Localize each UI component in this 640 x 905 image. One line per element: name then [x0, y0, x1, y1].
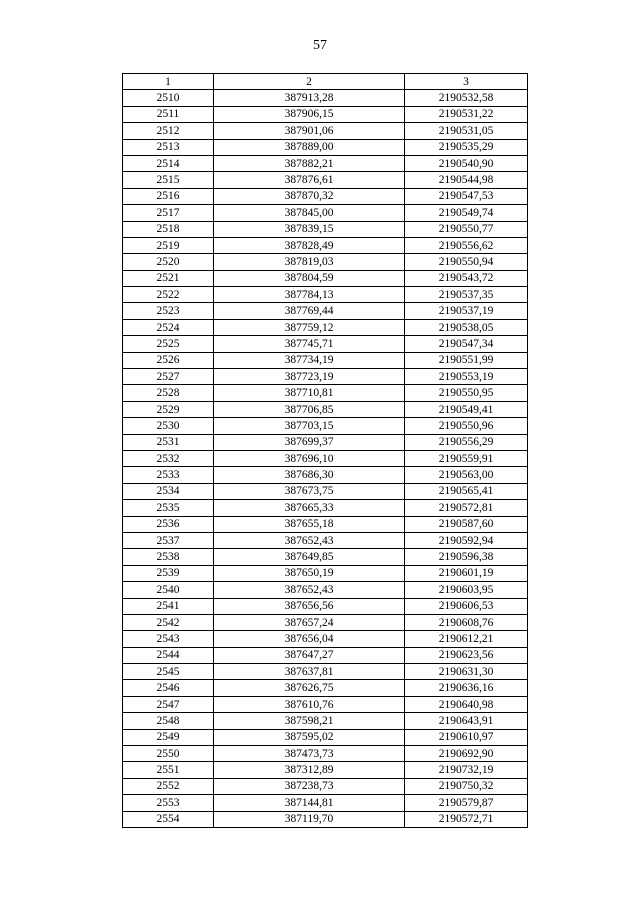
- x-coordinate-cell: 387710,81: [214, 385, 405, 401]
- table-row: [123, 450, 528, 466]
- table-row: [123, 680, 528, 696]
- x-coordinate-cell: 387870,32: [214, 188, 405, 204]
- x-coordinate-cell: 387745,71: [214, 336, 405, 352]
- table-body: [123, 90, 528, 828]
- table-row: [123, 565, 528, 581]
- y-coordinate-cell: 2190553,19: [405, 369, 528, 385]
- x-coordinate-cell: 387144,81: [214, 795, 405, 811]
- table-row: [123, 418, 528, 434]
- y-coordinate-cell: 2190543,72: [405, 270, 528, 286]
- table-row: [123, 254, 528, 270]
- table-row: [123, 369, 528, 385]
- y-coordinate-cell: 2190550,96: [405, 418, 528, 434]
- point-number-cell: 2520: [123, 254, 214, 270]
- table-row: [123, 582, 528, 598]
- table-row: [123, 795, 528, 811]
- table-row: [123, 713, 528, 729]
- y-coordinate-cell: 2190531,22: [405, 106, 528, 122]
- x-coordinate-cell: 387610,76: [214, 696, 405, 712]
- y-coordinate-cell: 2190538,05: [405, 319, 528, 335]
- point-number-cell: 2532: [123, 450, 214, 466]
- table-row: [123, 696, 528, 712]
- x-coordinate-cell: 387696,10: [214, 450, 405, 466]
- table-row: [123, 90, 528, 106]
- point-number-cell: 2541: [123, 598, 214, 614]
- table-row: [123, 549, 528, 565]
- coordinates-table: [122, 73, 528, 828]
- x-coordinate-cell: 387657,24: [214, 614, 405, 630]
- y-coordinate-cell: 2190547,53: [405, 188, 528, 204]
- point-number-cell: 2554: [123, 811, 214, 827]
- x-coordinate-cell: 387119,70: [214, 811, 405, 827]
- point-number-cell: 2542: [123, 614, 214, 630]
- point-number-cell: 2543: [123, 631, 214, 647]
- x-coordinate-cell: 387703,15: [214, 418, 405, 434]
- table-row: [123, 500, 528, 516]
- x-coordinate-cell: 387626,75: [214, 680, 405, 696]
- y-coordinate-cell: 2190565,41: [405, 483, 528, 499]
- table-row: [123, 762, 528, 778]
- point-number-cell: 2511: [123, 106, 214, 122]
- x-coordinate-cell: 387889,00: [214, 139, 405, 155]
- x-coordinate-cell: 387769,44: [214, 303, 405, 319]
- y-coordinate-cell: 2190601,19: [405, 565, 528, 581]
- x-coordinate-cell: 387655,18: [214, 516, 405, 532]
- y-coordinate-cell: 2190556,62: [405, 237, 528, 253]
- x-coordinate-cell: 387656,04: [214, 631, 405, 647]
- x-coordinate-cell: 387734,19: [214, 352, 405, 368]
- y-coordinate-cell: 2190572,81: [405, 500, 528, 516]
- table-row: [123, 729, 528, 745]
- point-number-cell: 2536: [123, 516, 214, 532]
- point-number-cell: 2523: [123, 303, 214, 319]
- x-coordinate-cell: 387649,85: [214, 549, 405, 565]
- point-number-cell: 2513: [123, 139, 214, 155]
- table-row: [123, 647, 528, 663]
- x-coordinate-cell: 387595,02: [214, 729, 405, 745]
- point-number-cell: 2521: [123, 270, 214, 286]
- table-row: [123, 778, 528, 794]
- table-row: [123, 237, 528, 253]
- x-coordinate-cell: 387839,15: [214, 221, 405, 237]
- y-coordinate-cell: 2190596,38: [405, 549, 528, 565]
- table-row: [123, 811, 528, 827]
- y-coordinate-cell: 2190559,91: [405, 450, 528, 466]
- x-coordinate-cell: 387637,81: [214, 664, 405, 680]
- y-coordinate-cell: 2190692,90: [405, 746, 528, 762]
- x-coordinate-cell: 387901,06: [214, 123, 405, 139]
- point-number-cell: 2540: [123, 582, 214, 598]
- y-coordinate-cell: 2190592,94: [405, 532, 528, 548]
- table-row: [123, 270, 528, 286]
- column-header-3: 3: [405, 74, 528, 90]
- table-row: [123, 172, 528, 188]
- table-row: [123, 319, 528, 335]
- y-coordinate-cell: 2190531,05: [405, 123, 528, 139]
- point-number-cell: 2527: [123, 369, 214, 385]
- point-number-cell: 2544: [123, 647, 214, 663]
- point-number-cell: 2530: [123, 418, 214, 434]
- y-coordinate-cell: 2190750,32: [405, 778, 528, 794]
- point-number-cell: 2531: [123, 434, 214, 450]
- x-coordinate-cell: 387650,19: [214, 565, 405, 581]
- point-number-cell: 2551: [123, 762, 214, 778]
- table-row: [123, 385, 528, 401]
- y-coordinate-cell: 2190603,95: [405, 582, 528, 598]
- table-row: [123, 631, 528, 647]
- y-coordinate-cell: 2190587,60: [405, 516, 528, 532]
- table-row: [123, 532, 528, 548]
- point-number-cell: 2533: [123, 467, 214, 483]
- x-coordinate-cell: 387913,28: [214, 90, 405, 106]
- point-number-cell: 2529: [123, 401, 214, 417]
- y-coordinate-cell: 2190535,29: [405, 139, 528, 155]
- y-coordinate-cell: 2190563,00: [405, 467, 528, 483]
- table-row: [123, 598, 528, 614]
- y-coordinate-cell: 2190547,34: [405, 336, 528, 352]
- point-number-cell: 2515: [123, 172, 214, 188]
- x-coordinate-cell: 387656,56: [214, 598, 405, 614]
- point-number-cell: 2518: [123, 221, 214, 237]
- x-coordinate-cell: 387882,21: [214, 155, 405, 171]
- table-row: [123, 205, 528, 221]
- point-number-cell: 2549: [123, 729, 214, 745]
- x-coordinate-cell: 387673,75: [214, 483, 405, 499]
- x-coordinate-cell: 387473,73: [214, 746, 405, 762]
- x-coordinate-cell: 387686,30: [214, 467, 405, 483]
- x-coordinate-cell: 387906,15: [214, 106, 405, 122]
- x-coordinate-cell: 387723,19: [214, 369, 405, 385]
- x-coordinate-cell: 387652,43: [214, 582, 405, 598]
- table-row: [123, 746, 528, 762]
- point-number-cell: 2528: [123, 385, 214, 401]
- y-coordinate-cell: 2190537,19: [405, 303, 528, 319]
- table-row: [123, 614, 528, 630]
- table-row: [123, 139, 528, 155]
- y-coordinate-cell: 2190640,98: [405, 696, 528, 712]
- x-coordinate-cell: 387647,27: [214, 647, 405, 663]
- y-coordinate-cell: 2190556,29: [405, 434, 528, 450]
- y-coordinate-cell: 2190550,95: [405, 385, 528, 401]
- y-coordinate-cell: 2190540,90: [405, 155, 528, 171]
- point-number-cell: 2512: [123, 123, 214, 139]
- page-number: 57: [313, 38, 327, 53]
- table-row: [123, 303, 528, 319]
- point-number-cell: 2552: [123, 778, 214, 794]
- point-number-cell: 2526: [123, 352, 214, 368]
- point-number-cell: 2522: [123, 287, 214, 303]
- point-number-cell: 2546: [123, 680, 214, 696]
- point-number-cell: 2550: [123, 746, 214, 762]
- y-coordinate-cell: 2190550,94: [405, 254, 528, 270]
- x-coordinate-cell: 387876,61: [214, 172, 405, 188]
- column-header-2: 2: [214, 74, 405, 90]
- point-number-cell: 2547: [123, 696, 214, 712]
- point-number-cell: 2553: [123, 795, 214, 811]
- x-coordinate-cell: 387665,33: [214, 500, 405, 516]
- column-header-1: 1: [123, 74, 214, 90]
- y-coordinate-cell: 2190579,87: [405, 795, 528, 811]
- x-coordinate-cell: 387819,03: [214, 254, 405, 270]
- table-header-row: [123, 74, 528, 90]
- table-row: [123, 352, 528, 368]
- point-number-cell: 2510: [123, 90, 214, 106]
- point-number-cell: 2517: [123, 205, 214, 221]
- x-coordinate-cell: 387784,13: [214, 287, 405, 303]
- y-coordinate-cell: 2190606,53: [405, 598, 528, 614]
- y-coordinate-cell: 2190537,35: [405, 287, 528, 303]
- point-number-cell: 2534: [123, 483, 214, 499]
- y-coordinate-cell: 2190549,74: [405, 205, 528, 221]
- table-row: [123, 155, 528, 171]
- point-number-cell: 2545: [123, 664, 214, 680]
- table-row: [123, 401, 528, 417]
- point-number-cell: 2535: [123, 500, 214, 516]
- x-coordinate-cell: 387598,21: [214, 713, 405, 729]
- y-coordinate-cell: 2190551,99: [405, 352, 528, 368]
- y-coordinate-cell: 2190572,71: [405, 811, 528, 827]
- y-coordinate-cell: 2190610,97: [405, 729, 528, 745]
- point-number-cell: 2539: [123, 565, 214, 581]
- y-coordinate-cell: 2190544,98: [405, 172, 528, 188]
- point-number-cell: 2537: [123, 532, 214, 548]
- y-coordinate-cell: 2190623,56: [405, 647, 528, 663]
- point-number-cell: 2514: [123, 155, 214, 171]
- table-row: [123, 106, 528, 122]
- point-number-cell: 2519: [123, 237, 214, 253]
- table-row: [123, 434, 528, 450]
- y-coordinate-cell: 2190612,21: [405, 631, 528, 647]
- x-coordinate-cell: 387238,73: [214, 778, 405, 794]
- point-number-cell: 2538: [123, 549, 214, 565]
- table-row: [123, 336, 528, 352]
- point-number-cell: 2525: [123, 336, 214, 352]
- x-coordinate-cell: 387652,43: [214, 532, 405, 548]
- point-number-cell: 2548: [123, 713, 214, 729]
- y-coordinate-cell: 2190631,30: [405, 664, 528, 680]
- y-coordinate-cell: 2190549,41: [405, 401, 528, 417]
- y-coordinate-cell: 2190550,77: [405, 221, 528, 237]
- y-coordinate-cell: 2190643,91: [405, 713, 528, 729]
- point-number-cell: 2516: [123, 188, 214, 204]
- table-row: [123, 188, 528, 204]
- x-coordinate-cell: 387312,89: [214, 762, 405, 778]
- table-row: [123, 483, 528, 499]
- x-coordinate-cell: 387828,49: [214, 237, 405, 253]
- point-number-cell: 2524: [123, 319, 214, 335]
- table-row: [123, 467, 528, 483]
- x-coordinate-cell: 387845,00: [214, 205, 405, 221]
- table-row: [123, 123, 528, 139]
- y-coordinate-cell: 2190732,19: [405, 762, 528, 778]
- y-coordinate-cell: 2190608,76: [405, 614, 528, 630]
- x-coordinate-cell: 387759,12: [214, 319, 405, 335]
- table-row: [123, 516, 528, 532]
- y-coordinate-cell: 2190636,16: [405, 680, 528, 696]
- x-coordinate-cell: 387699,37: [214, 434, 405, 450]
- x-coordinate-cell: 387804,59: [214, 270, 405, 286]
- x-coordinate-cell: 387706,85: [214, 401, 405, 417]
- table-row: [123, 287, 528, 303]
- table-row: [123, 664, 528, 680]
- table-row: [123, 221, 528, 237]
- y-coordinate-cell: 2190532,58: [405, 90, 528, 106]
